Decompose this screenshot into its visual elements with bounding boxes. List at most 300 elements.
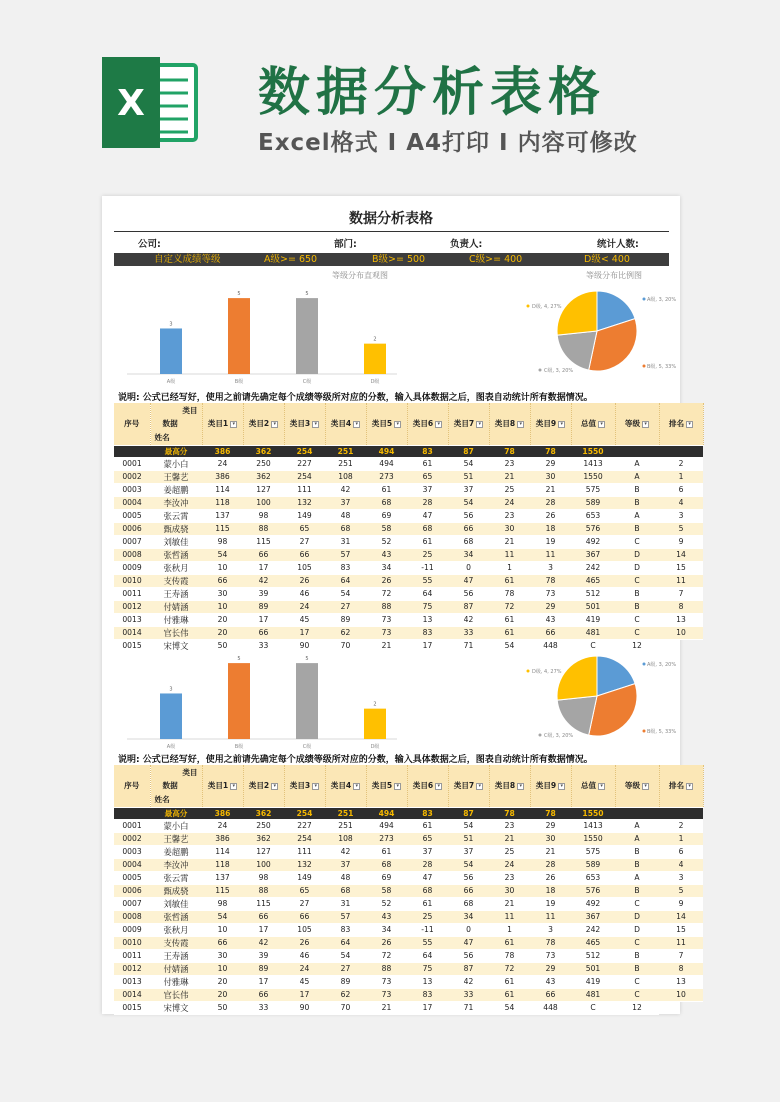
table-cell[interactable]: 118	[202, 858, 243, 871]
table-cell[interactable]: 137	[202, 509, 243, 522]
table-cell[interactable]: 1550	[571, 470, 615, 483]
table-cell[interactable]: 12	[615, 1001, 659, 1014]
table-cell[interactable]: C	[615, 936, 659, 949]
table-cell[interactable]: 3	[659, 871, 703, 884]
table-cell[interactable]: 30	[202, 949, 243, 962]
table-cell[interactable]: 501	[571, 962, 615, 975]
table-cell[interactable]: A	[615, 871, 659, 884]
student-name[interactable]: 蒙小白	[150, 457, 202, 470]
table-cell[interactable]: 11	[489, 548, 530, 561]
table-cell[interactable]: 115	[202, 522, 243, 535]
row-id[interactable]: 0003	[114, 845, 150, 858]
table-cell[interactable]: C	[615, 613, 659, 626]
table-cell[interactable]: D	[615, 910, 659, 923]
table-cell[interactable]: 68	[448, 535, 489, 548]
table-cell[interactable]: 4	[659, 858, 703, 871]
student-name[interactable]: 宋博文	[150, 1001, 202, 1014]
grade-b-threshold[interactable]: B级>= 500	[372, 254, 426, 265]
table-cell[interactable]: 83	[407, 626, 448, 639]
table-cell[interactable]: 65	[284, 522, 325, 535]
table-cell[interactable]: 132	[284, 496, 325, 509]
table-cell[interactable]: 61	[489, 936, 530, 949]
table-cell[interactable]: 30	[202, 587, 243, 600]
table-cell[interactable]: 56	[448, 949, 489, 962]
table-cell[interactable]: 26	[530, 871, 571, 884]
table-cell[interactable]: 42	[325, 845, 366, 858]
table-cell[interactable]: 1	[489, 923, 530, 936]
table-cell[interactable]: 108	[325, 832, 366, 845]
table-cell[interactable]: 89	[325, 975, 366, 988]
table-cell[interactable]: 54	[202, 910, 243, 923]
table-cell[interactable]: 589	[571, 858, 615, 871]
table-cell[interactable]: 42	[448, 975, 489, 988]
table-cell[interactable]: 24	[202, 457, 243, 470]
table-cell[interactable]: 37	[448, 845, 489, 858]
table-cell[interactable]: 54	[448, 858, 489, 871]
table-cell[interactable]: 653	[571, 509, 615, 522]
table-cell[interactable]: 3	[530, 923, 571, 936]
table-cell[interactable]: 1	[489, 561, 530, 574]
table-cell[interactable]: 0	[448, 923, 489, 936]
table-cell[interactable]: 251	[325, 819, 366, 832]
table-cell[interactable]: 28	[530, 496, 571, 509]
table-cell[interactable]: 47	[448, 936, 489, 949]
table-cell[interactable]: 12	[615, 639, 659, 652]
table-cell[interactable]: 7	[659, 587, 703, 600]
table-cell[interactable]: 45	[284, 975, 325, 988]
table-cell[interactable]: 492	[571, 535, 615, 548]
table-cell[interactable]: 17	[243, 975, 284, 988]
table-cell[interactable]: 75	[407, 600, 448, 613]
table-cell[interactable]: 8	[659, 962, 703, 975]
student-name[interactable]: 支传霞	[150, 936, 202, 949]
table-cell[interactable]: 21	[366, 639, 407, 652]
student-name[interactable]: 姜超鹏	[150, 483, 202, 496]
table-cell[interactable]: 465	[571, 574, 615, 587]
student-name[interactable]: 张秋月	[150, 923, 202, 936]
table-cell[interactable]: 13	[659, 975, 703, 988]
table-cell[interactable]: A	[615, 457, 659, 470]
table-cell[interactable]: 494	[366, 457, 407, 470]
table-cell[interactable]: 11	[530, 548, 571, 561]
table-cell[interactable]: 54	[448, 496, 489, 509]
table-cell[interactable]: 46	[284, 949, 325, 962]
table-cell[interactable]: 61	[489, 988, 530, 1001]
table-cell[interactable]: 8	[659, 600, 703, 613]
table-cell[interactable]: 26	[284, 936, 325, 949]
table-cell[interactable]: 51	[448, 470, 489, 483]
table-cell[interactable]: 21	[489, 897, 530, 910]
header-category[interactable]: 类目4 ▾	[325, 403, 366, 445]
header-category[interactable]: 类目9 ▾	[530, 765, 571, 807]
row-id[interactable]: 0002	[114, 832, 150, 845]
table-cell[interactable]: 273	[366, 470, 407, 483]
table-cell[interactable]: 34	[448, 548, 489, 561]
table-cell[interactable]: 0	[448, 561, 489, 574]
table-cell[interactable]: 362	[243, 470, 284, 483]
table-cell[interactable]: 68	[407, 522, 448, 535]
row-id[interactable]: 0010	[114, 574, 150, 587]
table-cell[interactable]: 137	[202, 871, 243, 884]
table-cell[interactable]: 64	[407, 949, 448, 962]
table-cell[interactable]: 65	[284, 884, 325, 897]
table-cell[interactable]: 70	[325, 1001, 366, 1014]
table-cell[interactable]: 494	[366, 819, 407, 832]
table-cell[interactable]: 362	[243, 832, 284, 845]
table-cell[interactable]: 72	[366, 949, 407, 962]
header-category[interactable]: 类目3 ▾	[284, 765, 325, 807]
table-cell[interactable]: 242	[571, 923, 615, 936]
table-cell[interactable]: 15	[659, 923, 703, 936]
row-id[interactable]: 0012	[114, 600, 150, 613]
row-id[interactable]: 0013	[114, 613, 150, 626]
student-name[interactable]: 王寿涵	[150, 587, 202, 600]
table-cell[interactable]: 448	[530, 1001, 571, 1014]
row-id[interactable]: 0007	[114, 535, 150, 548]
table-cell[interactable]: 21	[489, 832, 530, 845]
table-cell[interactable]: 24	[284, 600, 325, 613]
student-name[interactable]: 张哲涵	[150, 548, 202, 561]
table-cell[interactable]: D	[615, 561, 659, 574]
table-cell[interactable]: 29	[530, 600, 571, 613]
table-cell[interactable]: B	[615, 522, 659, 535]
table-cell[interactable]: 21	[530, 483, 571, 496]
table-cell[interactable]: 149	[284, 509, 325, 522]
table-cell[interactable]: 25	[489, 845, 530, 858]
table-cell[interactable]: 492	[571, 897, 615, 910]
table-cell[interactable]: 70	[325, 639, 366, 652]
table-cell[interactable]: C	[615, 626, 659, 639]
table-cell[interactable]: 23	[489, 509, 530, 522]
table-cell[interactable]: 10	[202, 962, 243, 975]
table-cell[interactable]: 68	[407, 884, 448, 897]
table-cell[interactable]: 111	[284, 845, 325, 858]
table-cell[interactable]: 65	[407, 832, 448, 845]
table-cell[interactable]: 43	[366, 910, 407, 923]
table-cell[interactable]: 10	[659, 626, 703, 639]
table-cell[interactable]: 29	[530, 962, 571, 975]
table-cell[interactable]: A	[615, 509, 659, 522]
table-cell[interactable]: 367	[571, 548, 615, 561]
table-cell[interactable]: 7	[659, 949, 703, 962]
table-cell[interactable]: 47	[407, 871, 448, 884]
filter-dropdown-icon[interactable]: ▾	[435, 783, 442, 790]
header-total[interactable]: 总值 ▾	[571, 403, 615, 445]
row-id[interactable]: 0011	[114, 587, 150, 600]
table-cell[interactable]: 448	[530, 639, 571, 652]
table-cell[interactable]: 61	[366, 845, 407, 858]
table-cell[interactable]: 10	[659, 988, 703, 1001]
table-cell[interactable]: 52	[366, 535, 407, 548]
row-id[interactable]: 0013	[114, 975, 150, 988]
table-cell[interactable]: 589	[571, 496, 615, 509]
table-cell[interactable]: 73	[530, 587, 571, 600]
table-cell[interactable]: -11	[407, 561, 448, 574]
table-cell[interactable]: 27	[325, 962, 366, 975]
filter-dropdown-icon[interactable]: ▾	[686, 421, 693, 428]
filter-dropdown-icon[interactable]: ▾	[271, 783, 278, 790]
table-cell[interactable]: 273	[366, 832, 407, 845]
row-id[interactable]: 0006	[114, 884, 150, 897]
student-name[interactable]: 官长伟	[150, 988, 202, 1001]
table-cell[interactable]: 78	[489, 587, 530, 600]
table-cell[interactable]: 39	[243, 587, 284, 600]
table-cell[interactable]: 17	[407, 1001, 448, 1014]
table-cell[interactable]: 88	[366, 600, 407, 613]
header-category[interactable]: 类目6 ▾	[407, 403, 448, 445]
row-id[interactable]: 0012	[114, 962, 150, 975]
filter-dropdown-icon[interactable]: ▾	[271, 421, 278, 428]
table-cell[interactable]: 115	[243, 897, 284, 910]
table-cell[interactable]: 83	[325, 923, 366, 936]
table-cell[interactable]: 37	[325, 858, 366, 871]
student-name[interactable]: 张云霄	[150, 871, 202, 884]
student-name[interactable]: 甄成骁	[150, 522, 202, 535]
table-cell[interactable]: 9	[659, 897, 703, 910]
header-rank[interactable]: 排名 ▾	[659, 403, 703, 445]
table-cell[interactable]: 27	[284, 535, 325, 548]
table-cell[interactable]: 23	[489, 457, 530, 470]
table-cell[interactable]: 29	[530, 819, 571, 832]
row-id[interactable]: 0004	[114, 858, 150, 871]
table-cell[interactable]: 242	[571, 561, 615, 574]
table-cell[interactable]: 29	[530, 457, 571, 470]
table-cell[interactable]: B	[615, 949, 659, 962]
table-cell[interactable]: 30	[489, 884, 530, 897]
row-id[interactable]: 0010	[114, 936, 150, 949]
table-cell[interactable]: A	[615, 819, 659, 832]
table-cell[interactable]: 17	[243, 613, 284, 626]
table-cell[interactable]: 367	[571, 910, 615, 923]
grade-d-threshold[interactable]: D级< 400	[584, 254, 630, 265]
table-cell[interactable]: 25	[407, 910, 448, 923]
student-name[interactable]: 支传霞	[150, 574, 202, 587]
table-cell[interactable]: 66	[284, 548, 325, 561]
table-cell[interactable]: B	[615, 962, 659, 975]
header-category[interactable]: 类目1 ▾	[202, 765, 243, 807]
table-cell[interactable]: 26	[366, 574, 407, 587]
table-cell[interactable]: 68	[448, 897, 489, 910]
header-category[interactable]: 类目2 ▾	[243, 765, 284, 807]
student-name[interactable]: 张哲涵	[150, 910, 202, 923]
table-cell[interactable]: 56	[448, 871, 489, 884]
table-cell[interactable]: 56	[448, 509, 489, 522]
student-name[interactable]: 李汝冲	[150, 496, 202, 509]
table-cell[interactable]: 48	[325, 871, 366, 884]
table-cell[interactable]: 61	[489, 975, 530, 988]
table-cell[interactable]: 45	[284, 613, 325, 626]
table-cell[interactable]: 88	[243, 884, 284, 897]
table-cell[interactable]: 64	[325, 936, 366, 949]
table-cell[interactable]: 51	[448, 832, 489, 845]
table-cell[interactable]: 68	[366, 496, 407, 509]
table-cell[interactable]: 108	[325, 470, 366, 483]
table-cell[interactable]: 1	[659, 470, 703, 483]
table-cell[interactable]: 20	[202, 613, 243, 626]
table-cell[interactable]: 11	[489, 910, 530, 923]
table-cell[interactable]: B	[615, 496, 659, 509]
table-cell[interactable]: 17	[243, 561, 284, 574]
table-cell[interactable]: 33	[448, 988, 489, 1001]
table-cell[interactable]: 19	[530, 897, 571, 910]
table-cell[interactable]: 54	[325, 587, 366, 600]
table-cell[interactable]: 34	[366, 561, 407, 574]
table-cell[interactable]: 66	[243, 548, 284, 561]
student-name[interactable]: 刘敏佳	[150, 535, 202, 548]
table-cell[interactable]: 227	[284, 819, 325, 832]
header-rank[interactable]: 排名 ▾	[659, 765, 703, 807]
table-cell[interactable]: 54	[325, 949, 366, 962]
student-name[interactable]: 付婧涵	[150, 600, 202, 613]
table-cell[interactable]: 481	[571, 988, 615, 1001]
header-category[interactable]: 类目2 ▾	[243, 403, 284, 445]
table-cell[interactable]: 23	[489, 819, 530, 832]
table-cell[interactable]: A	[615, 832, 659, 845]
table-cell[interactable]: 28	[530, 858, 571, 871]
table-cell[interactable]: 88	[366, 962, 407, 975]
table-cell[interactable]: 39	[243, 949, 284, 962]
table-cell[interactable]: 68	[366, 858, 407, 871]
header-grade[interactable]: 等级 ▾	[615, 403, 659, 445]
table-cell[interactable]: B	[615, 884, 659, 897]
table-cell[interactable]: 386	[202, 832, 243, 845]
table-cell[interactable]: 47	[407, 509, 448, 522]
table-cell[interactable]: 42	[325, 483, 366, 496]
filter-dropdown-icon[interactable]: ▾	[353, 783, 360, 790]
table-cell[interactable]: 54	[489, 1001, 530, 1014]
grade-a-threshold[interactable]: A级>= 650	[264, 254, 318, 265]
student-name[interactable]: 付婧涵	[150, 962, 202, 975]
table-cell[interactable]: 87	[448, 600, 489, 613]
table-cell[interactable]: 31	[325, 897, 366, 910]
header-category[interactable]: 类目1 ▾	[202, 403, 243, 445]
table-cell[interactable]: 10	[202, 561, 243, 574]
table-cell[interactable]: 6	[659, 845, 703, 858]
table-cell[interactable]: 50	[202, 639, 243, 652]
table-cell[interactable]: 73	[366, 988, 407, 1001]
header-category[interactable]: 类目8 ▾	[489, 765, 530, 807]
row-id[interactable]: 0008	[114, 548, 150, 561]
table-cell[interactable]: 24	[489, 858, 530, 871]
table-cell[interactable]: 250	[243, 457, 284, 470]
table-cell[interactable]: 64	[407, 587, 448, 600]
table-cell[interactable]: 37	[325, 496, 366, 509]
table-cell[interactable]: 50	[202, 1001, 243, 1014]
student-name[interactable]: 甄成骁	[150, 884, 202, 897]
table-cell[interactable]: 71	[448, 1001, 489, 1014]
student-name[interactable]: 姜超鹏	[150, 845, 202, 858]
table-cell[interactable]: 114	[202, 483, 243, 496]
table-cell[interactable]: D	[615, 923, 659, 936]
table-cell[interactable]: 24	[489, 496, 530, 509]
table-cell[interactable]: 54	[448, 819, 489, 832]
table-cell[interactable]: 56	[448, 587, 489, 600]
table-cell[interactable]: 23	[489, 871, 530, 884]
table-cell[interactable]: 83	[407, 988, 448, 1001]
filter-dropdown-icon[interactable]: ▾	[558, 421, 565, 428]
table-cell[interactable]: 26	[284, 574, 325, 587]
row-id[interactable]: 0001	[114, 819, 150, 832]
table-cell[interactable]: 61	[407, 897, 448, 910]
table-cell[interactable]: 2	[659, 457, 703, 470]
student-name[interactable]: 付雅琳	[150, 975, 202, 988]
table-cell[interactable]: 66	[530, 626, 571, 639]
table-cell[interactable]: 72	[489, 600, 530, 613]
filter-dropdown-icon[interactable]: ▾	[230, 783, 237, 790]
table-cell[interactable]: 419	[571, 975, 615, 988]
header-category[interactable]: 类目8 ▾	[489, 403, 530, 445]
table-cell[interactable]: 6	[659, 483, 703, 496]
header-total[interactable]: 总值 ▾	[571, 765, 615, 807]
student-name[interactable]: 李汝冲	[150, 858, 202, 871]
table-cell[interactable]: 73	[366, 613, 407, 626]
table-cell[interactable]: 132	[284, 858, 325, 871]
student-name[interactable]: 王馨艺	[150, 470, 202, 483]
table-cell[interactable]: 69	[366, 509, 407, 522]
table-cell[interactable]: 66	[243, 988, 284, 1001]
header-category[interactable]: 类目7 ▾	[448, 765, 489, 807]
row-id[interactable]: 0011	[114, 949, 150, 962]
table-cell[interactable]: 21	[489, 535, 530, 548]
table-cell[interactable]: 386	[202, 470, 243, 483]
student-name[interactable]: 张云霄	[150, 509, 202, 522]
table-cell[interactable]: 251	[325, 457, 366, 470]
table-cell[interactable]: 66	[243, 910, 284, 923]
table-cell[interactable]: 72	[489, 962, 530, 975]
table-cell[interactable]: 66	[284, 910, 325, 923]
table-cell[interactable]: 1	[659, 832, 703, 845]
filter-dropdown-icon[interactable]: ▾	[598, 421, 605, 428]
table-cell[interactable]: 115	[243, 535, 284, 548]
row-id[interactable]: 0004	[114, 496, 150, 509]
table-cell[interactable]: 66	[202, 574, 243, 587]
table-cell[interactable]: 3	[659, 509, 703, 522]
row-id[interactable]: 0015	[114, 639, 150, 652]
table-cell[interactable]: 254	[284, 832, 325, 845]
table-cell[interactable]: 68	[325, 884, 366, 897]
table-cell[interactable]: 46	[284, 587, 325, 600]
table-cell[interactable]: 73	[366, 626, 407, 639]
table-cell[interactable]: 65	[407, 470, 448, 483]
table-cell[interactable]: 11	[659, 574, 703, 587]
row-id[interactable]: 0009	[114, 561, 150, 574]
table-cell[interactable]: B	[615, 587, 659, 600]
table-cell[interactable]: 42	[243, 936, 284, 949]
table-cell[interactable]: 15	[659, 561, 703, 574]
table-cell[interactable]: 61	[366, 483, 407, 496]
table-cell[interactable]: 20	[202, 626, 243, 639]
table-cell[interactable]: 105	[284, 561, 325, 574]
table-cell[interactable]: 419	[571, 613, 615, 626]
table-cell[interactable]: 61	[489, 626, 530, 639]
table-cell[interactable]: 10	[202, 600, 243, 613]
filter-dropdown-icon[interactable]: ▾	[642, 783, 649, 790]
table-cell[interactable]: 20	[202, 988, 243, 1001]
table-cell[interactable]: 98	[202, 535, 243, 548]
table-cell[interactable]: 25	[407, 548, 448, 561]
table-cell[interactable]: 58	[366, 884, 407, 897]
filter-dropdown-icon[interactable]: ▾	[558, 783, 565, 790]
table-cell[interactable]: 105	[284, 923, 325, 936]
table-cell[interactable]: C	[615, 535, 659, 548]
table-cell[interactable]: 115	[202, 884, 243, 897]
table-cell[interactable]: 89	[325, 613, 366, 626]
row-id[interactable]: 0014	[114, 988, 150, 1001]
table-cell[interactable]: 54	[489, 639, 530, 652]
table-cell[interactable]: 98	[243, 509, 284, 522]
table-cell[interactable]: 1550	[571, 832, 615, 845]
header-category[interactable]: 类目9 ▾	[530, 403, 571, 445]
